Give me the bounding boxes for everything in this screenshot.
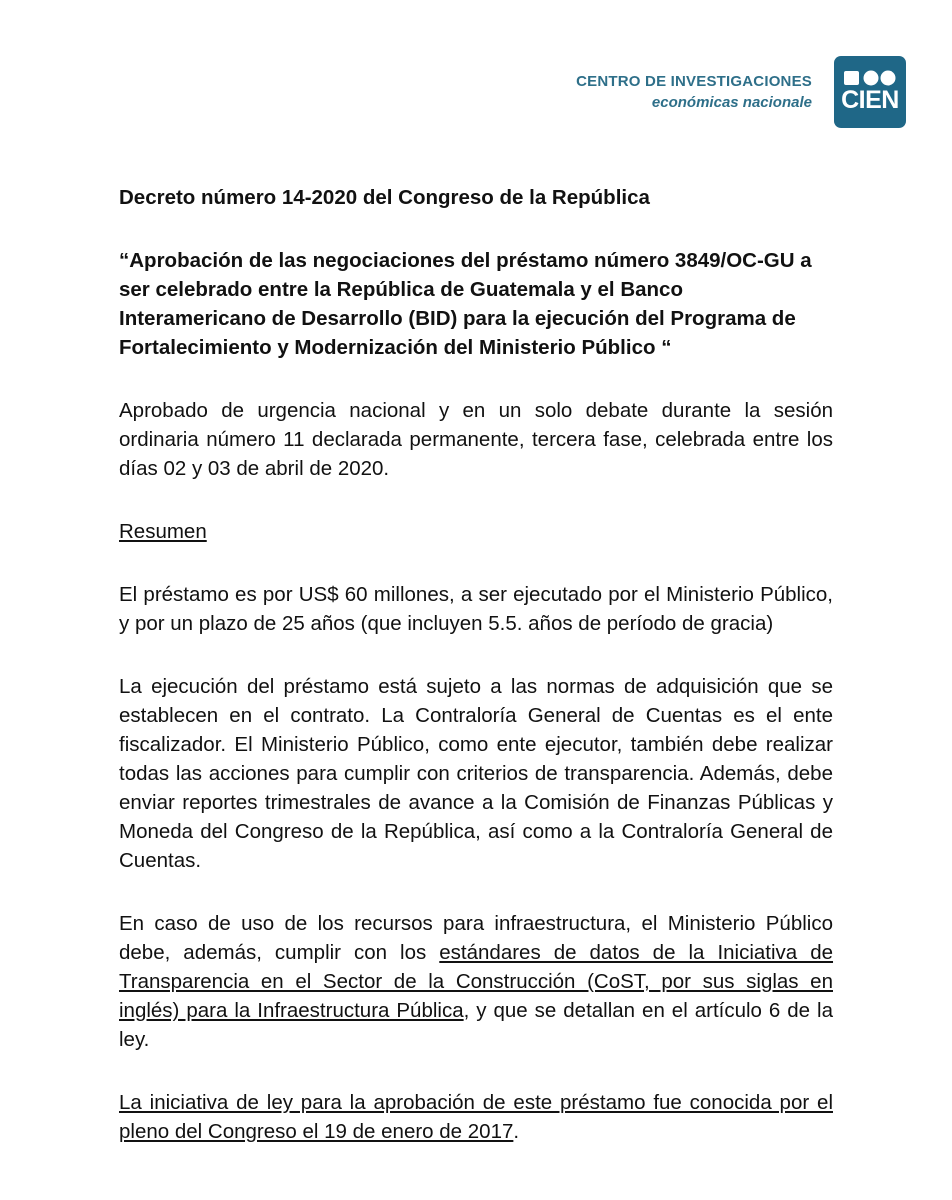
cien-logo <box>834 56 906 128</box>
initiative-paragraph <box>119 1088 833 1146</box>
org-name-line2: económicas nacionale <box>651 94 812 111</box>
header <box>576 56 906 128</box>
initiative-underlined-text: La iniciativa de ley para la aprobación de este préstamo fue conocida por el pleno del Congreso el 19 de enero de 2017 <box>119 1091 833 1143</box>
org-name-line1: CENTRO DE INVESTIGACIONES <box>576 73 812 90</box>
document-title: Decreto número 14-2020 del Congreso de la República <box>119 186 650 209</box>
execution-paragraph: La ejecución del préstamo está sujeto a las normas de adquisición que se establecen en el contrato. La Contraloría General de Cuentas es el ente fiscalizador. El Ministerio Público, como ente ejecutor, también debe realizar todas las acciones para cumplir con criterios de transparencia. Además, debe enviar reportes trimestrales de avance a la Comisión de Finanzas Públicas y Moneda del Congreso de la República, así como a la Contraloría General de Cuentas. <box>119 675 833 872</box>
cost-standards-link: estándares de datos de la Iniciativa de Transparencia en el Sector de la Construcción (CoST, por sus siglas en inglés) para la Infraestructura Pública <box>119 941 834 1022</box>
brand-text <box>576 71 812 113</box>
document-body <box>119 183 833 1180</box>
infrastructure-paragraph <box>119 909 833 1054</box>
loan-paragraph: El préstamo es por US$ 60 millones, a ser ejecutado por el Ministerio Público, y por un plazo de 25 años (que incluyen 5.5. años de período de gracia) <box>119 583 833 635</box>
logo-wordmark: CIEN <box>841 86 899 114</box>
initiative-text-after: . <box>513 1120 520 1143</box>
infrastructure-text-after: , y que se detallan en el artículo 6 de la ley. <box>119 999 833 1051</box>
document-subtitle: “Aprobación de las negociaciones del préstamo número 3849/OC-GU a ser celebrado entre la República de Guatemala y el Banco Interamericano de Desarrollo (BID) para la ejecución del Programa de Fortalecimiento y Modernización del Ministerio Público “ <box>119 249 812 359</box>
logo-shapes-icon <box>842 68 898 88</box>
summary-heading: Resumen <box>119 520 207 543</box>
approval-paragraph: Aprobado de urgencia nacional y en un solo debate durante la sesión ordinaria número 11 declarada permanente, tercera fase, celebrada entre los días 02 y 03 de abril de 2020. <box>119 399 833 480</box>
infrastructure-text-before: En caso de uso de los recursos para infraestructura, el Ministerio Público debe, además, cumplir con los <box>119 912 833 964</box>
